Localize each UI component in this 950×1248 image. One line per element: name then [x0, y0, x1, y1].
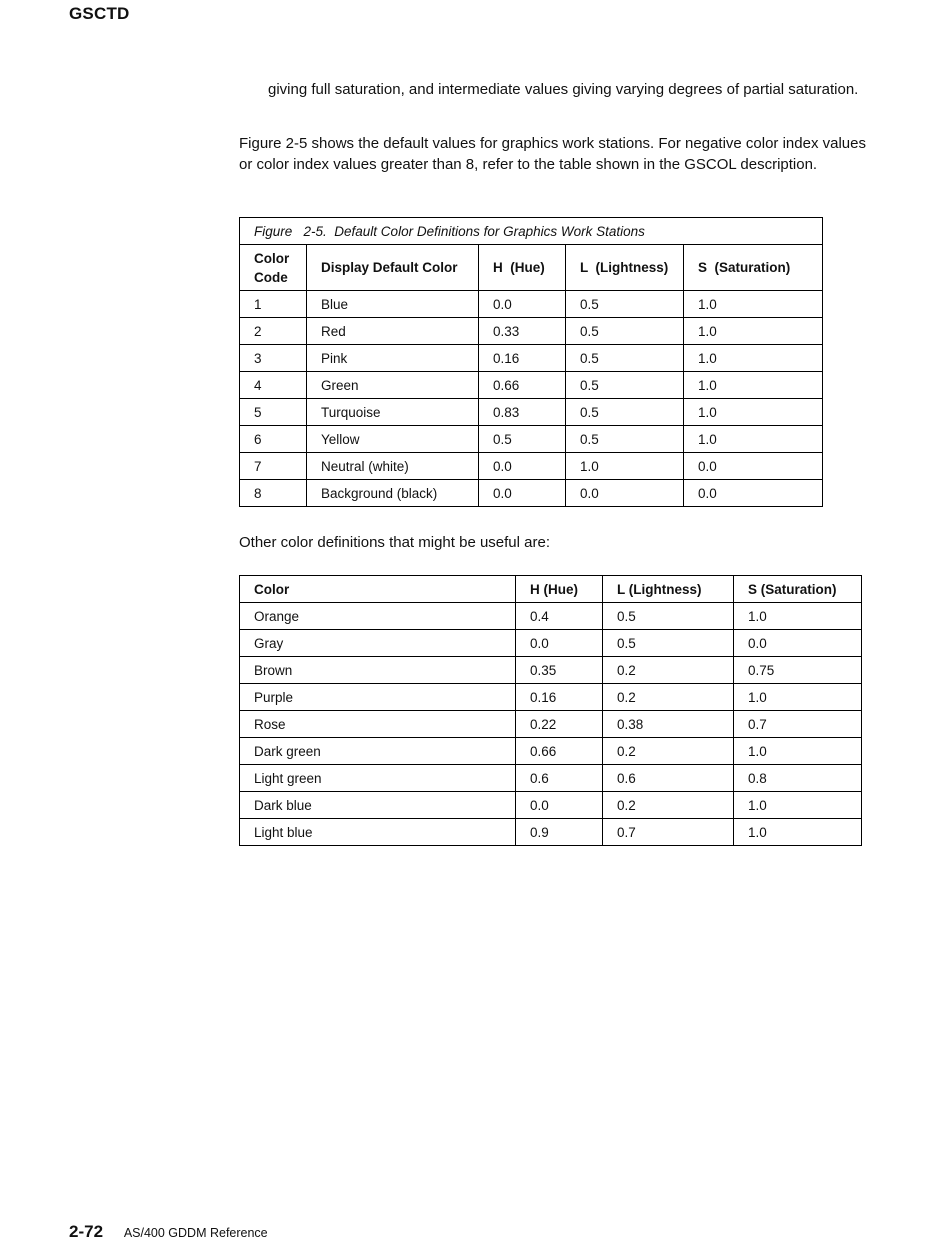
table-cell: 0.5	[566, 426, 684, 453]
table-cell: 1.0	[734, 738, 862, 765]
table-cell: 2	[240, 318, 307, 345]
table-row	[240, 711, 862, 738]
table-cell: 8	[240, 480, 307, 507]
table-cell: 0.0	[684, 453, 823, 480]
table-cell: Red	[307, 318, 479, 345]
table-cell: 0.7	[603, 819, 734, 846]
table-row	[240, 603, 862, 630]
table-row	[240, 399, 823, 426]
table-header-row	[240, 245, 823, 291]
table-cell: Pink	[307, 345, 479, 372]
table-cell: Orange	[240, 603, 516, 630]
table-cell: 0.0	[684, 480, 823, 507]
table-cell: Rose	[240, 711, 516, 738]
column-header-hue: H (Hue)	[516, 576, 603, 603]
table-cell: 0.0	[516, 792, 603, 819]
page-number: 2-72	[69, 1222, 104, 1241]
table-caption: Figure 2-5. Default Color Definitions for Graphics Work Stations	[240, 218, 823, 245]
table-cell: 4	[240, 372, 307, 399]
table-row	[240, 657, 862, 684]
table-cell: Dark green	[240, 738, 516, 765]
default-color-table	[239, 217, 823, 507]
table-cell: 0.0	[479, 480, 566, 507]
table-cell: 0.0	[516, 630, 603, 657]
page-footer	[69, 1222, 268, 1242]
column-header-color: Color	[240, 576, 516, 603]
column-header-hue: H (Hue)	[479, 245, 566, 291]
paragraph-other-colors: Other color definitions that might be useful are:	[239, 534, 551, 551]
table-cell: Background (black)	[307, 480, 479, 507]
table-cell: 0.0	[734, 630, 862, 657]
table-cell: 0.7	[734, 711, 862, 738]
table-cell: 0.66	[479, 372, 566, 399]
table-row	[240, 345, 823, 372]
default-color-table-body	[240, 291, 823, 507]
table-row	[240, 453, 823, 480]
table-cell: 1.0	[734, 684, 862, 711]
table-cell: 0.6	[516, 765, 603, 792]
running-header: GSCTD	[69, 4, 130, 23]
column-header-lightness: L (Lightness)	[603, 576, 734, 603]
table-cell: Dark blue	[240, 792, 516, 819]
book-title: AS/400 GDDM Reference	[123, 1226, 268, 1240]
table-cell: 6	[240, 426, 307, 453]
table-cell: 0.16	[479, 345, 566, 372]
table-row	[240, 630, 862, 657]
table-cell: 1.0	[684, 318, 823, 345]
table-cell: 0.16	[516, 684, 603, 711]
table-cell: 1.0	[566, 453, 684, 480]
table-cell: 1.0	[684, 291, 823, 318]
table-cell: 0.5	[566, 318, 684, 345]
column-header-lightness: L (Lightness)	[566, 245, 684, 291]
table-cell: 0.5	[566, 399, 684, 426]
table-cell: 0.8	[734, 765, 862, 792]
table-cell: Turquoise	[307, 399, 479, 426]
table-cell: 0.0	[479, 453, 566, 480]
table-cell: 1.0	[734, 603, 862, 630]
table-row	[240, 426, 823, 453]
table-cell: 0.75	[734, 657, 862, 684]
table-cell: 0.35	[516, 657, 603, 684]
table-row	[240, 819, 862, 846]
table-row	[240, 792, 862, 819]
table-cell: 0.2	[603, 684, 734, 711]
table-cell: 1.0	[684, 345, 823, 372]
table-cell: Light green	[240, 765, 516, 792]
table-cell: 0.66	[516, 738, 603, 765]
table-cell: 0.5	[603, 630, 734, 657]
table-header-row	[240, 576, 862, 603]
column-header-saturation: S (Saturation)	[734, 576, 862, 603]
table-cell: 0.5	[603, 603, 734, 630]
table-cell: 0.2	[603, 738, 734, 765]
table-cell: 1.0	[734, 819, 862, 846]
table-cell: 0.33	[479, 318, 566, 345]
intro-continuation: giving full saturation, and intermediate values giving varying degrees of partial saturation.	[268, 81, 859, 98]
table-cell: 1.0	[734, 792, 862, 819]
table-cell: 0.4	[516, 603, 603, 630]
table-cell: 0.2	[603, 792, 734, 819]
table-cell: 3	[240, 345, 307, 372]
table-cell: 7	[240, 453, 307, 480]
table-row	[240, 372, 823, 399]
other-color-table-body	[240, 603, 862, 846]
table-caption-row	[240, 218, 823, 245]
column-header-saturation: S (Saturation)	[684, 245, 823, 291]
table-cell: 0.5	[566, 345, 684, 372]
table-cell: 1.0	[684, 399, 823, 426]
table-cell: 1.0	[684, 372, 823, 399]
column-header-display-color	[307, 245, 479, 291]
table-row	[240, 318, 823, 345]
table-cell: 0.2	[603, 657, 734, 684]
table-row	[240, 684, 862, 711]
table-row	[240, 291, 823, 318]
table-row	[240, 738, 862, 765]
header-text: Display Default Color	[321, 260, 458, 275]
table-cell: Neutral (white)	[307, 453, 479, 480]
table-cell: 5	[240, 399, 307, 426]
table-cell: 0.9	[516, 819, 603, 846]
table-cell: 0.38	[603, 711, 734, 738]
table-cell: 0.5	[479, 426, 566, 453]
other-color-table	[239, 575, 862, 846]
table-cell: Gray	[240, 630, 516, 657]
table-cell: 1	[240, 291, 307, 318]
table-cell: Purple	[240, 684, 516, 711]
table-cell: 0.22	[516, 711, 603, 738]
table-cell: Light blue	[240, 819, 516, 846]
table-cell: 0.5	[566, 372, 684, 399]
table-cell: 0.5	[566, 291, 684, 318]
column-header-color-code	[240, 245, 307, 291]
table-cell: Yellow	[307, 426, 479, 453]
table-cell: 0.83	[479, 399, 566, 426]
header-text: Color Code	[254, 250, 290, 285]
table-cell: 0.0	[566, 480, 684, 507]
table-row	[240, 765, 862, 792]
table-cell: 1.0	[684, 426, 823, 453]
table-cell: 0.0	[479, 291, 566, 318]
table-cell: Brown	[240, 657, 516, 684]
table-cell: Blue	[307, 291, 479, 318]
table-row	[240, 480, 823, 507]
paragraph-default-values: Figure 2-5 shows the default values for graphics work stations. For negative color index values or color index values greater than 8, refer to the table shown in the GSCOL description.	[239, 135, 866, 173]
table-cell: 0.6	[603, 765, 734, 792]
table-cell: Green	[307, 372, 479, 399]
